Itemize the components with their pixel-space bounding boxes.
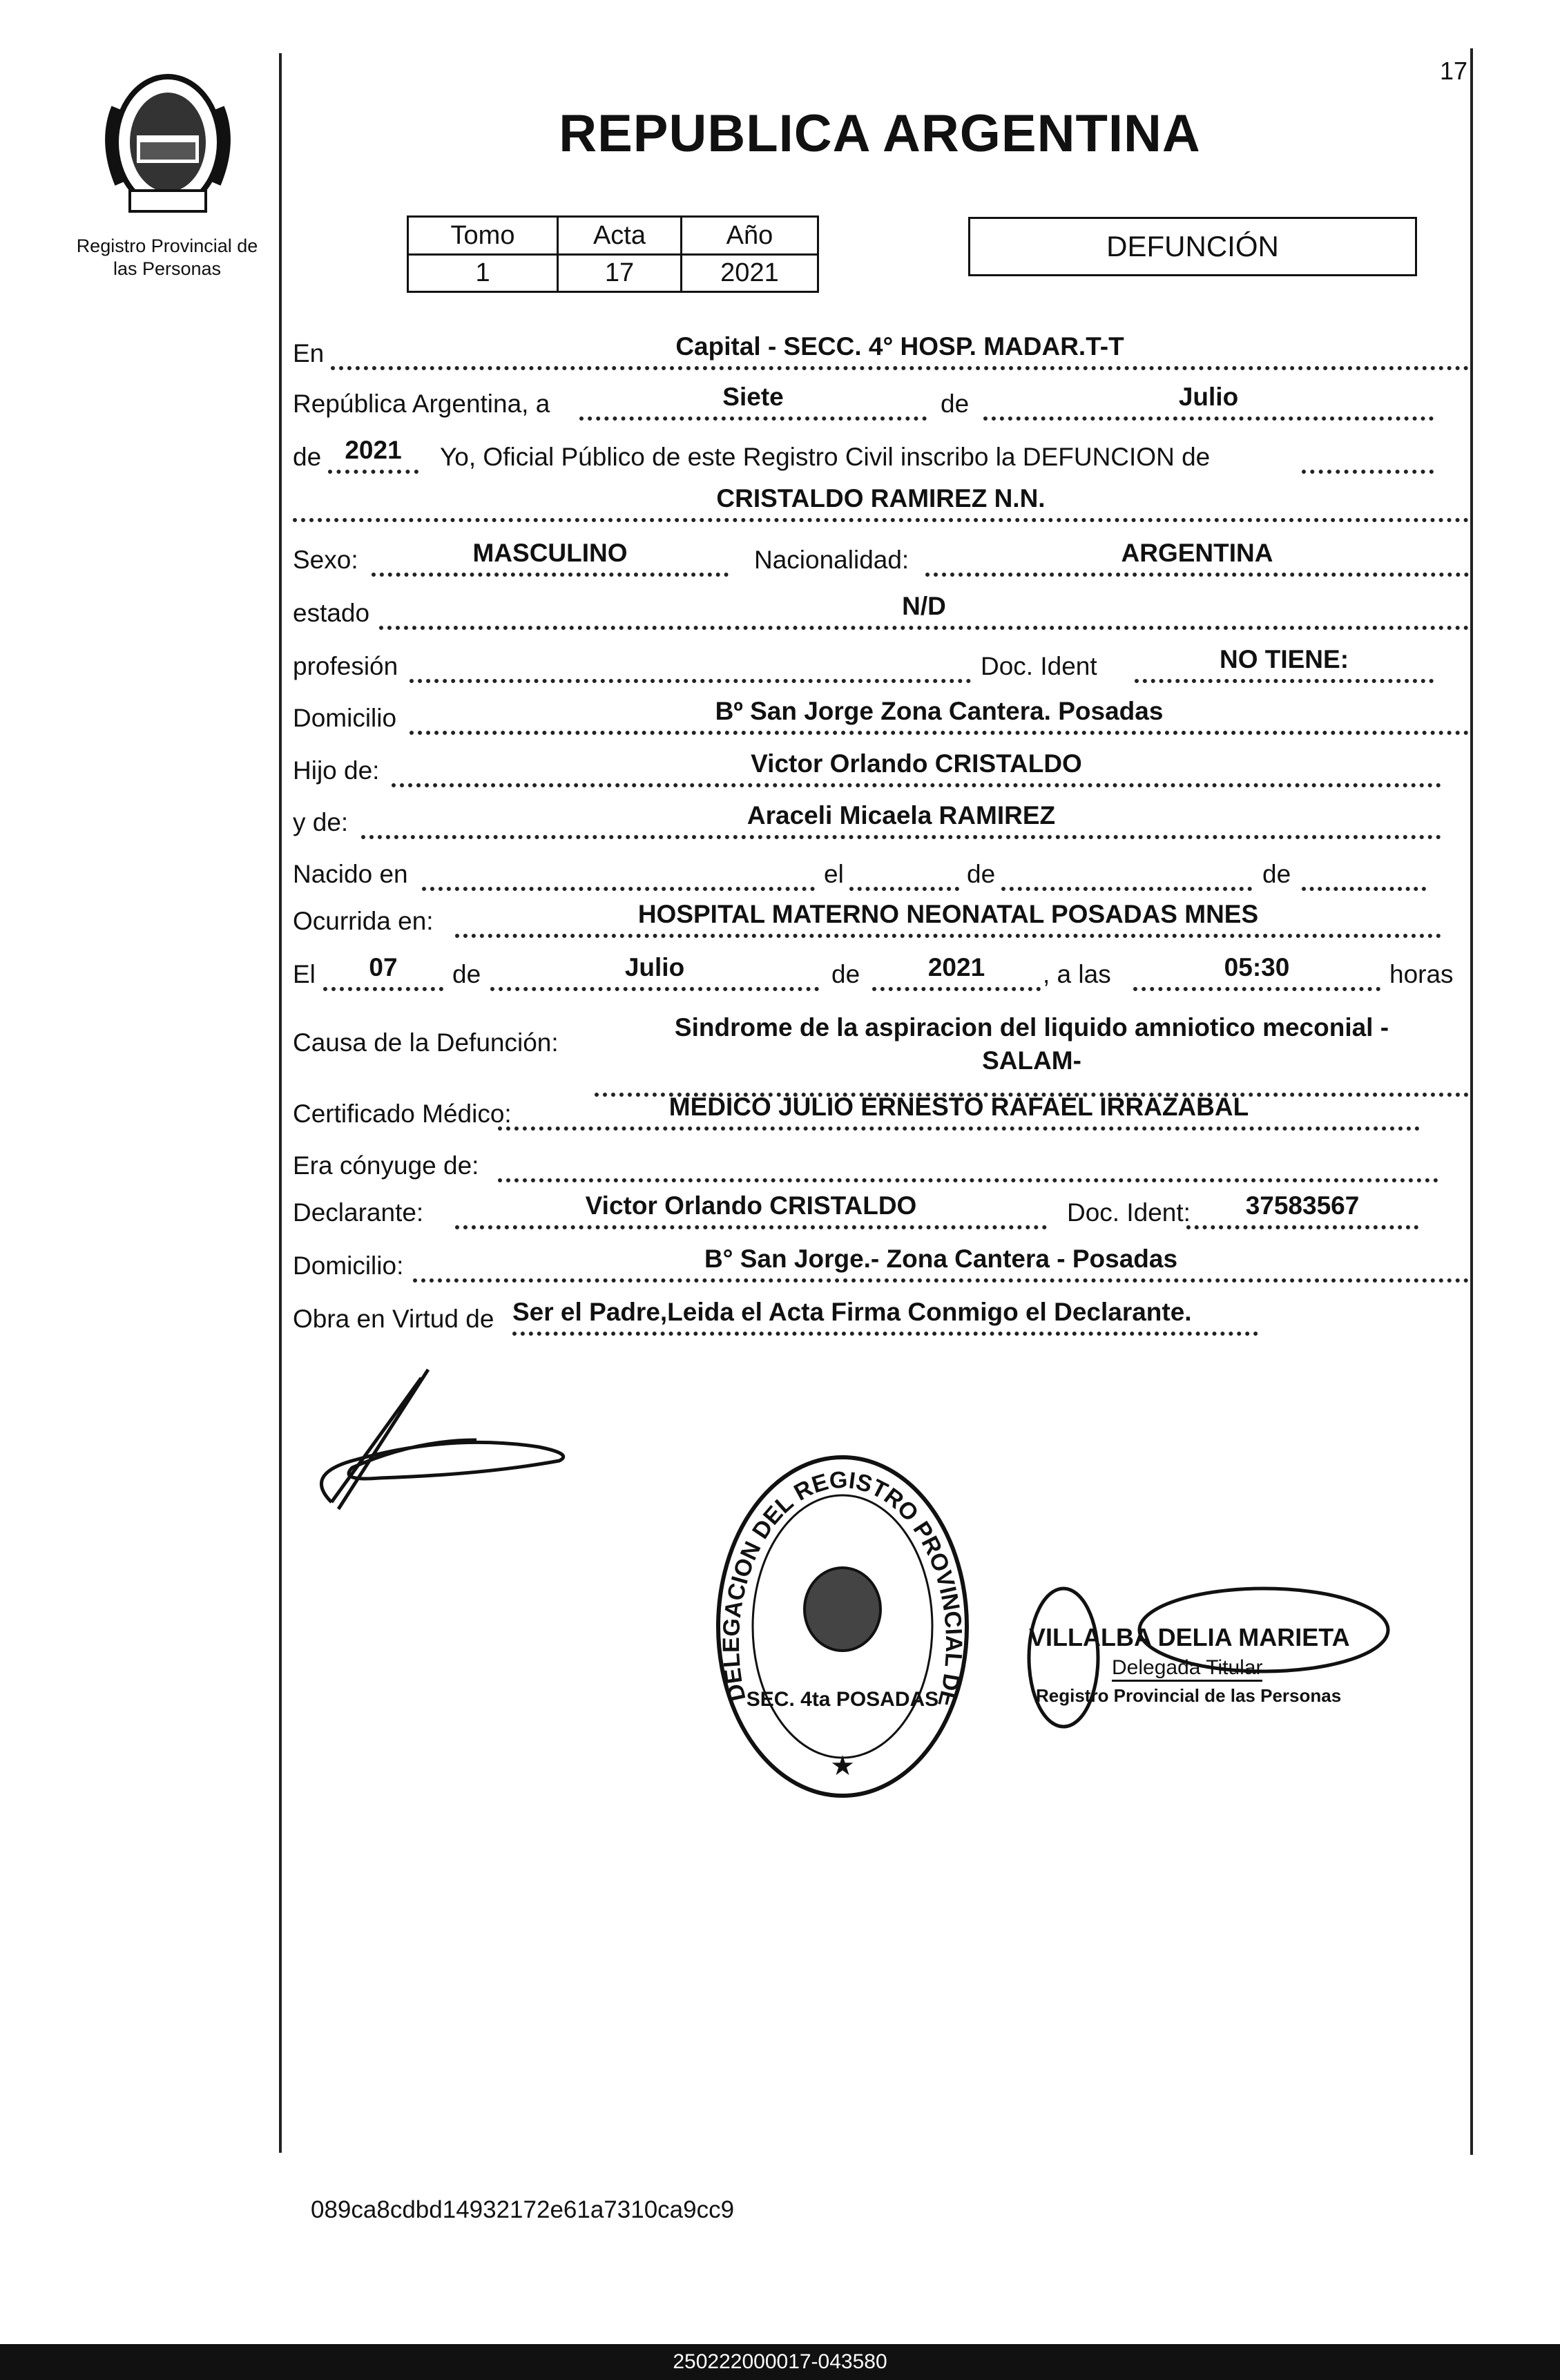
en-label: En	[293, 339, 325, 367]
horas-label: horas	[1389, 960, 1454, 988]
intro-text: Yo, Oficial Público de este Registro Civil inscribo la DEFUNCION de	[440, 443, 1211, 471]
en-field: Capital - SECC. 4° HOSP. MADAR.T-T	[331, 332, 1469, 370]
document-hash: 089ca8cdbd14932172e61a7310ca9cc9	[311, 2196, 735, 2223]
right-margin-line	[1470, 48, 1473, 2155]
obra-field: Ser el Padre,Leida el Acta Firma Conmigo el Declarante.	[512, 1297, 1258, 1336]
official-stamp	[711, 1450, 974, 1803]
declarante-label: Declarante:	[293, 1198, 424, 1227]
domicilio-label: Domicilio	[293, 704, 397, 732]
nacido-label: Nacido en	[293, 860, 408, 888]
estado-label: estado	[293, 599, 370, 627]
nacionalidad-label: Nacionalidad:	[754, 546, 909, 574]
official-signature-block	[1022, 1582, 1436, 1734]
header-ano: Año	[681, 217, 818, 255]
causa-line-1: Sindrome de la aspiracion del liquido amniotico meconial -	[674, 1013, 1389, 1042]
ocurrida-field: HOSPITAL MATERNO NEONATAL POSADAS MNES	[455, 899, 1441, 938]
declarant-signature	[311, 1364, 587, 1523]
sexo-field: MASCULINO	[372, 538, 729, 577]
el-label: El	[293, 960, 316, 988]
de-label-2: de	[293, 443, 322, 471]
causa-line-2: SALAM-	[982, 1046, 1081, 1075]
nacionalidad-field: ARGENTINA	[925, 538, 1469, 577]
certificado-field: MEDICO JULIO ERNESTO RAFAEL IRRAZABAL	[498, 1092, 1420, 1131]
yde-label: y de:	[293, 808, 349, 836]
nacido-day-field	[849, 852, 959, 891]
nacido-month-field	[1001, 852, 1252, 891]
declarante-doc-label: Doc. Ident:	[1067, 1198, 1191, 1227]
header-acta: Acta	[558, 217, 682, 255]
registry-name	[62, 235, 272, 280]
header-tomo: Tomo	[408, 217, 558, 255]
value-tomo: 1	[408, 254, 558, 292]
a-las-label: , a las	[1043, 960, 1111, 988]
profesion-field	[410, 644, 971, 683]
official-name: VILLALBA DELIA MARIETA	[1029, 1623, 1350, 1651]
death-month-field: Julio	[490, 952, 819, 991]
value-acta: 17	[558, 254, 682, 292]
stamp-inner-text: SEC. 4ta POSADAS	[746, 1688, 939, 1711]
el-de-label-2: de	[831, 960, 860, 988]
left-margin-line	[279, 53, 282, 2153]
page-title: REPUBLICA ARGENTINA	[559, 104, 1201, 163]
estado-field: N/D	[379, 591, 1469, 630]
footer-code: 250222000017-043580	[0, 2344, 1560, 2380]
doc-ident-label: Doc. Ident	[981, 652, 1097, 680]
declarante-doc-field: 37583567	[1186, 1191, 1418, 1229]
republica-label: República Argentina, a	[293, 390, 550, 418]
obra-label: Obra en Virtud de	[293, 1305, 494, 1333]
decl-domicilio-label: Domicilio:	[293, 1251, 404, 1280]
record-table	[407, 215, 819, 293]
doc-ident-field: NO TIENE:	[1135, 644, 1434, 683]
certificado-label: Certificado Médico:	[293, 1100, 512, 1128]
domicilio-field: Bº San Jorge Zona Cantera. Posadas	[410, 696, 1469, 735]
intro-blank-field	[1302, 435, 1434, 474]
conyuge-label: Era cónyuge de:	[293, 1151, 479, 1180]
conyuge-field	[498, 1144, 1438, 1182]
registry-line-2: las Personas	[113, 258, 222, 279]
svg-text:★: ★	[830, 1751, 855, 1781]
value-ano: 2021	[681, 254, 818, 292]
hijo-label: Hijo de:	[293, 756, 380, 785]
day-words-field: Siete	[579, 382, 927, 421]
yde-field: Araceli Micaela RAMIREZ	[361, 800, 1441, 839]
decl-domicilio-field: B° San Jorge.- Zona Cantera - Posadas	[413, 1244, 1469, 1283]
profesion-label: profesión	[293, 652, 398, 680]
ocurrida-label: Ocurrida en:	[293, 907, 434, 935]
death-time-field: 05:30	[1133, 952, 1380, 991]
deceased-name-field: CRISTALDO RAMIREZ N.N.	[293, 483, 1469, 522]
official-role: Delegada Titular	[1112, 1656, 1262, 1682]
nacido-de-label-2: de	[1262, 860, 1291, 888]
nacido-el-label: el	[824, 860, 844, 888]
causa-field	[595, 1011, 1469, 1097]
de-label-1: de	[941, 390, 970, 418]
el-de-label-1: de	[452, 960, 481, 988]
sexo-label: Sexo:	[293, 546, 358, 574]
declarante-field: Victor Orlando CRISTALDO	[455, 1191, 1047, 1229]
page-number: 17	[1440, 57, 1468, 85]
death-year-field: 2021	[872, 952, 1041, 991]
causa-label: Causa de la Defunción:	[293, 1028, 559, 1057]
nacido-de-label-1: de	[967, 860, 996, 888]
hijo-field: Victor Orlando CRISTALDO	[392, 749, 1441, 787]
month-field: Julio	[983, 382, 1434, 421]
record-type-box: DEFUNCIÓN	[968, 217, 1417, 276]
nacido-place-field	[422, 852, 815, 891]
official-office: Registro Provincial de las Personas	[1036, 1685, 1342, 1706]
nacido-year-field	[1302, 852, 1426, 891]
year-field: 2021	[328, 435, 418, 474]
registry-line-1: Registro Provincial de	[76, 236, 258, 256]
stamp-outer-text: DELEGACION DEL REGISTRO PROVINCIAL DE	[718, 1466, 967, 1710]
death-day-field: 07	[323, 952, 443, 991]
